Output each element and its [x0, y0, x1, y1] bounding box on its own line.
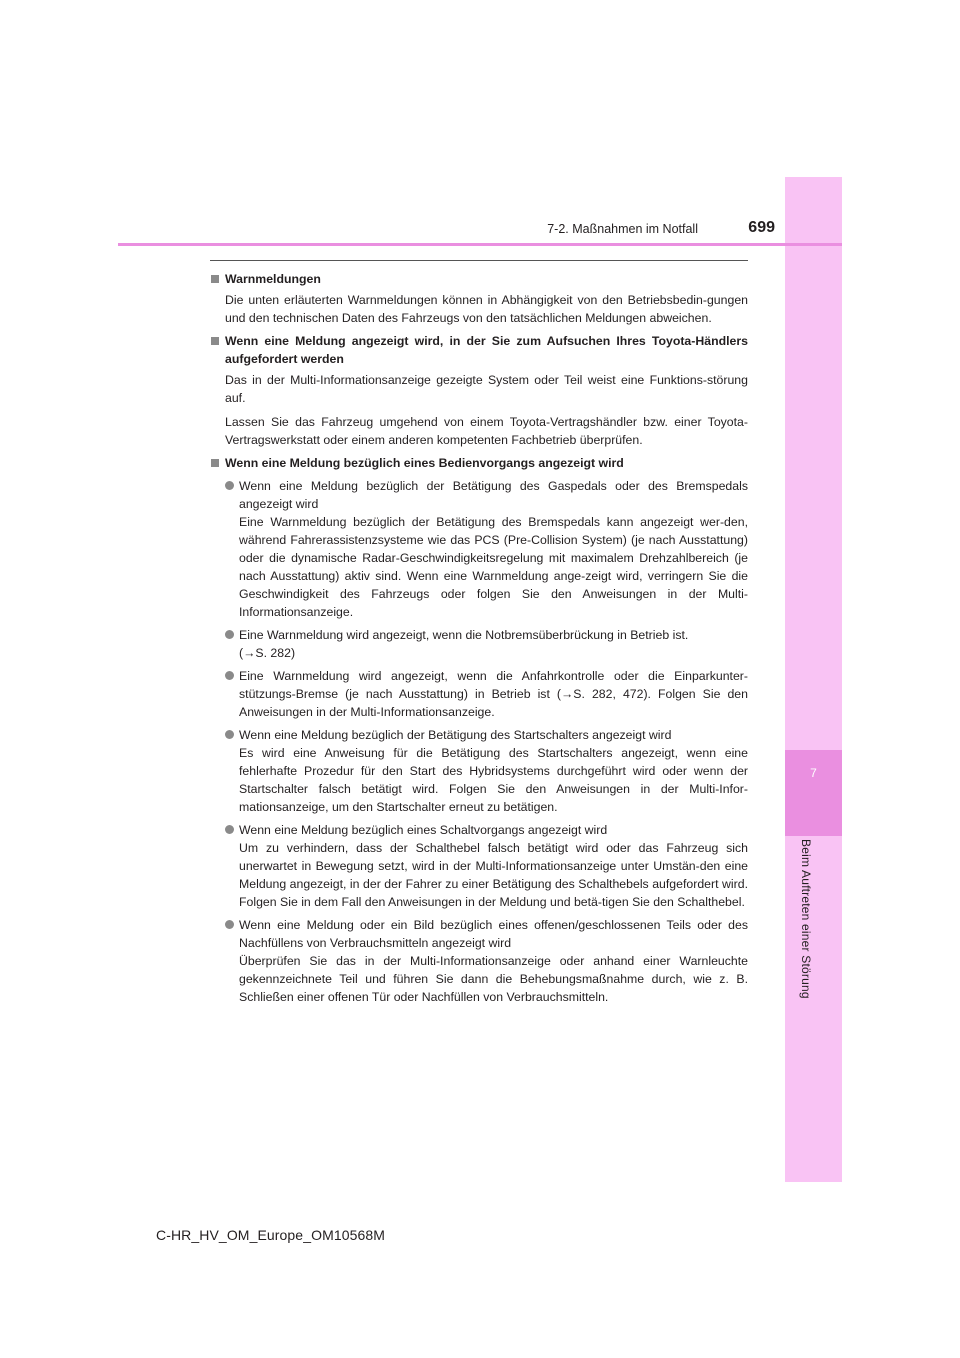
side-tab-background	[785, 177, 842, 750]
bullet-title: Wenn eine Meldung oder ein Bild bezüglich eines offenen/geschlossenen Teils oder des Nachfüllens von Verbrauchsmitteln angezeigt wird	[239, 918, 748, 950]
paragraph: Lassen Sie das Fahrzeug umgehend von einem Toyota-Vertragshändler bzw. einer Toyota-Vertragswerkstatt oder einem anderen kompetenten Fachbetrieb überprüfen.	[225, 415, 748, 447]
bullet-text: Eine Warnmeldung wird angezeigt, wenn die Anfahrkontrolle oder die Einparkunter-stützungs-Bremse (je nach Ausstattung) in Betrieb ist (→S. 282, 472). Folgen Sie den Anweisungen in der Multi-Informationsanzeige.	[239, 669, 748, 719]
list-item	[210, 626, 748, 662]
paragraph: Das in der Multi-Informationsanzeige gezeigte System oder Teil weist eine Funktions-störung auf.	[225, 373, 748, 405]
round-bullet-icon	[225, 630, 234, 639]
side-tab-background-lower	[785, 836, 842, 1182]
round-bullet-icon	[225, 920, 234, 929]
round-bullet-icon	[225, 730, 234, 739]
section-title: 7-2. Maßnahmen im Notfall	[547, 222, 698, 236]
bullet-text: (→S. 282)	[239, 646, 296, 660]
round-bullet-icon	[225, 825, 234, 834]
section-heading	[210, 270, 748, 288]
bullet-title: Wenn eine Meldung bezüglich der Betätigung des Startschalters angezeigt wird	[239, 728, 672, 742]
chapter-number: 7	[810, 766, 817, 780]
bullet-text: Es wird eine Anweisung für die Betätigung des Startschalters angezeigt, wenn eine fehlerhafte Prozedur für den Start des Hybridsystems durchgeführt wird oder wenn der Startschalter falsch betätigt wird. Folgen Sie den Anweisungen in der Multi-Infor-mationsanzeige, um den Startschalter erneut zu betätigen.	[239, 746, 748, 814]
bullet-text: Um zu verhindern, dass der Schalthebel falsch betätigt wird oder das Fahrzeug sich unerwartet in Bewegung setzt, wird in der Multi-Informationsanzeige unter Umstän-den eine Meldung angezeigt, in der der Fahrer zu einer Betätigung des Schalthebels aufgefordert wird. Folgen Sie in dem Fall den Anweisungen in der Meldung und betä-tigen Sie den Schalthebel.	[239, 841, 748, 909]
section-bedienvorgang	[210, 454, 748, 472]
section-warnmeldungen	[210, 270, 748, 327]
heading-text: Wenn eine Meldung bezüglich eines Bedienvorgangs angezeigt wird	[225, 456, 624, 470]
list-item	[210, 916, 748, 1006]
document-code: C-HR_HV_OM_Europe_OM10568M	[156, 1227, 386, 1243]
list-item	[210, 477, 748, 621]
chapter-title-vertical: Beim Auftreten einer Störung	[799, 839, 813, 999]
round-bullet-icon	[225, 481, 234, 490]
section-haendler	[210, 332, 748, 449]
bullet-title: Wenn eine Meldung bezüglich der Betätigung des Gaspedals oder des Bremspedals angezeigt wird	[239, 479, 748, 511]
list-item	[210, 667, 748, 721]
square-bullet-icon	[211, 337, 219, 345]
heading-text: Wenn eine Meldung angezeigt wird, in der Sie zum Aufsuchen Ihres Toyota-Händlers aufgefordert werden	[225, 334, 748, 366]
header-divider	[118, 243, 842, 246]
section-heading	[210, 454, 748, 472]
bullet-text: Überprüfen Sie das in der Multi-Informationsanzeige oder anhand einer Warnleuchte gekennzeichnete Teil und führen Sie dann die Behebungsmaßnahme durch, wie z. B. Schließen einer offenen Tür oder Nachfüllen von Verbrauchsmitteln.	[239, 954, 748, 1004]
chapter-tab-highlight	[785, 750, 842, 836]
page-content	[210, 270, 748, 1011]
list-item	[210, 821, 748, 911]
section-heading	[210, 332, 748, 368]
square-bullet-icon	[211, 275, 219, 283]
bullet-text: Eine Warnmeldung bezüglich der Betätigung des Bremspedals kann angezeigt wer-den, während Fahrerassistenzsysteme wie das PCS (Pre-Collision System) (je nach Ausstattung) oder die dynamische Radar-Geschwindigkeitsregelung mit maximalem Drehzahlbereich (je nach Ausstattung) aktiv sind. Wenn eine Warnmeldung ange-zeigt wird, verringern Sie die Geschwindigkeit des Fahrzeugs oder folgen Sie den Anweisungen in der Multi-Informationsanzeige.	[239, 515, 748, 619]
bullet-title: Wenn eine Meldung bezüglich eines Schaltvorgangs angezeigt wird	[239, 823, 608, 837]
round-bullet-icon	[225, 671, 234, 680]
square-bullet-icon	[211, 459, 219, 467]
list-item	[210, 726, 748, 816]
page-number: 699	[748, 219, 775, 236]
content-top-rule	[210, 260, 748, 261]
paragraph: Die unten erläuterten Warnmeldungen können in Abhängigkeit von den Betriebsbedin-gungen und den technischen Daten des Fahrzeugs von den tatsächlichen Meldungen abweichen.	[225, 293, 748, 325]
heading-text: Warnmeldungen	[225, 272, 321, 286]
bullet-title: Eine Warnmeldung wird angezeigt, wenn die Notbremsüberbrückung in Betrieb ist.	[239, 628, 689, 642]
